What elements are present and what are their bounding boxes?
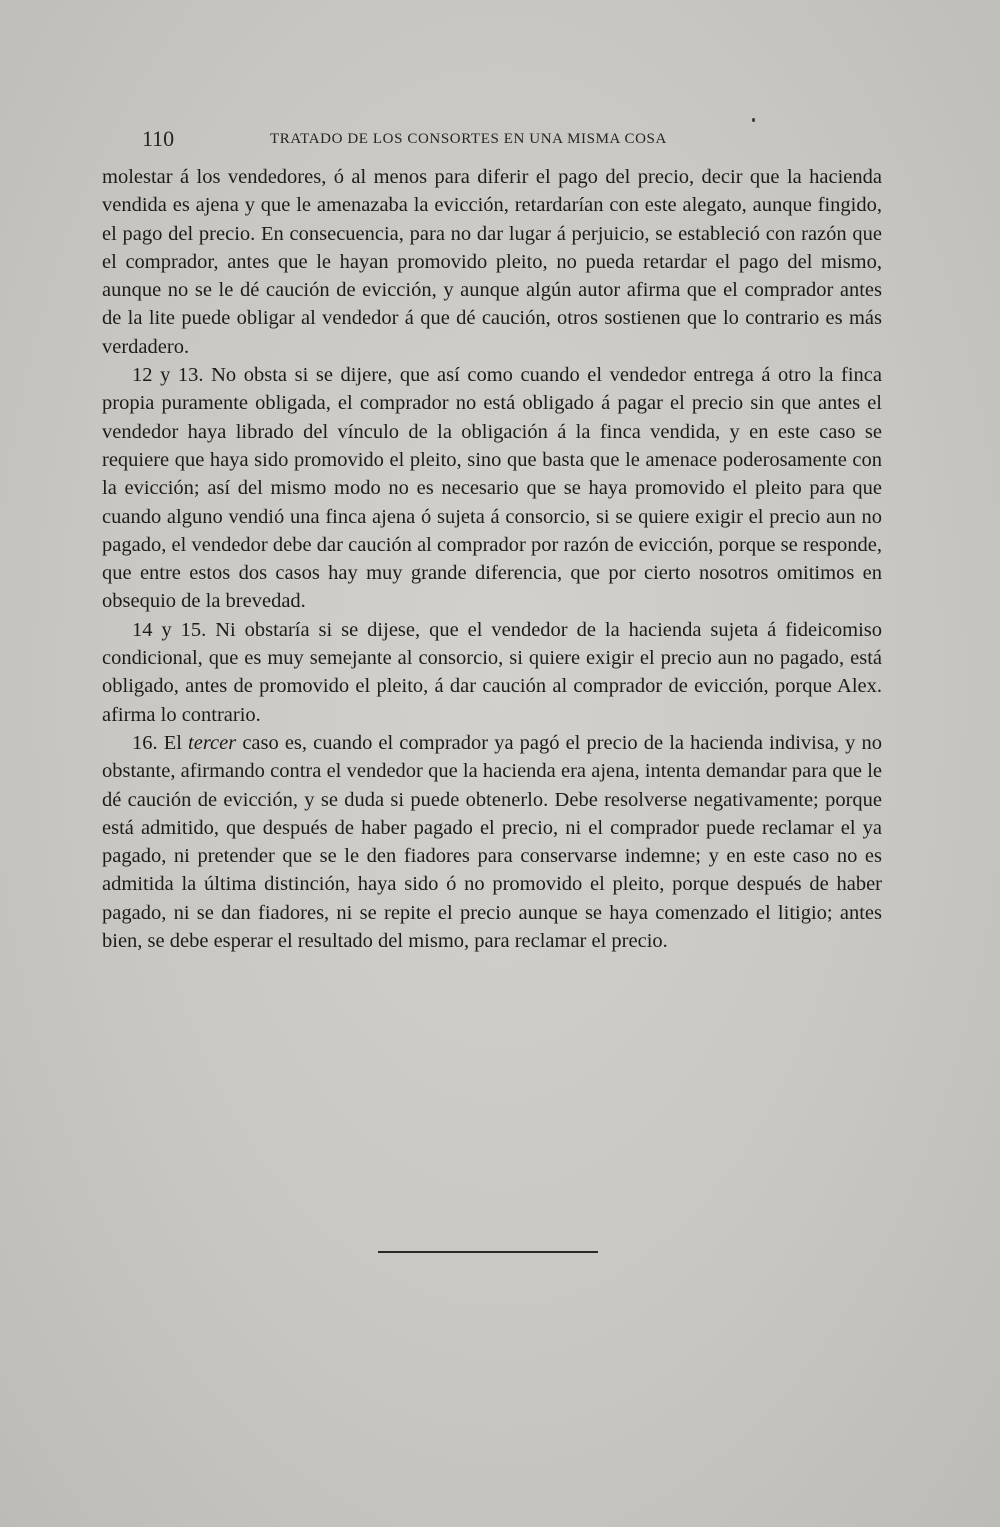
paragraph-number: 16. [132,731,158,754]
italic-word: tercer [188,731,237,754]
body-text [102,163,882,955]
paragraph-lead-word: El [163,731,182,754]
closing-rule [378,1251,598,1253]
paragraph-text: molestar á los vendedores, ó al menos para diferir el pago del precio, decir que la hacienda vendida es ajena y que le amenazaba la evicción, retardarían con este alegato, aunque fingido, el pago del precio. En consecuencia, para no dar lugar á perjuicio, se estableció con razón que el comprador, antes que le hayan promovido pleito, no pueda retardar el pago del mismo, aunque no se le dé caución de evicción, y aunque algún autor afirma que el comprador antes de la lite puede obligar al vendedor á que dé caución, otros sostienen que lo contrario es más verdadero. [102,166,882,358]
paragraph-text: caso es, cuando el comprador ya pagó el precio de la hacienda indivisa, y no obstante, afirmando contra el vendedor que la hacienda era ajena, intenta demandar para que le dé caución de evicción, y se duda si puede obtenerlo. Debe resolverse negativamente; porque está admitido, que después de haber pagado el precio, ni el comprador puede reclamar el ya pagado, ni pretender que se le den fiadores para conservarse indemne; y en este caso no es admitida la última distinción, haya sido ó no promovido el pleito, porque después de haber pagado, ni se dan fiadores, ni se repite el precio aunque se haya comenzado el litigio; antes bien, se debe esperar el resultado del mismo, para reclamar el precio. [102,731,883,953]
ink-speck [752,118,755,122]
paragraph-14-15 [102,616,882,729]
paragraph-16 [102,729,882,955]
paragraph-12-13 [102,361,882,616]
paragraph-text: Ni obstaría si se dijese, que el vendedor de la hacienda sujeta á fideicomiso condicional, que es muy semejante al consorcio, si quiere exigir el precio aun no pagado, está obligado, antes de promovido el pleito, á dar caución al comprador de evicción, porque Alex. afirma lo contrario. [102,618,883,726]
paragraph-number: 14 y 15. [132,618,207,641]
paragraph-text: No obsta si se dijere, que así como cuando el vendedor entrega á otro la finca propia puramente obligada, el comprador no está obligado á pagar el precio sin que antes el vendedor haya librado del vínculo de la obligación á la finca vendida, y en este caso se requiere que haya sido promovido el pleito, sino que basta que le amenace poderosamente con la evicción; así del mismo modo no es necesario que se haya promovido el pleito para que cuando alguno vendió una finca ajena ó sujeta á consorcio, si se quiere exigir el precio aun no pagado, el vendedor debe dar caución al comprador por razón de evicción, porque se responde, que entre estos dos casos hay muy grande diferencia, que por cierto nosotros omitimos en obsequio de la brevedad. [102,364,882,613]
running-title: TRATADO DE LOS CONSORTES EN UNA MISMA COSA [270,131,667,147]
paragraph-continuation [102,163,882,361]
paragraph-number: 12 y 13. [132,364,204,387]
running-head [142,126,882,156]
page-number: 110 [142,126,175,151]
